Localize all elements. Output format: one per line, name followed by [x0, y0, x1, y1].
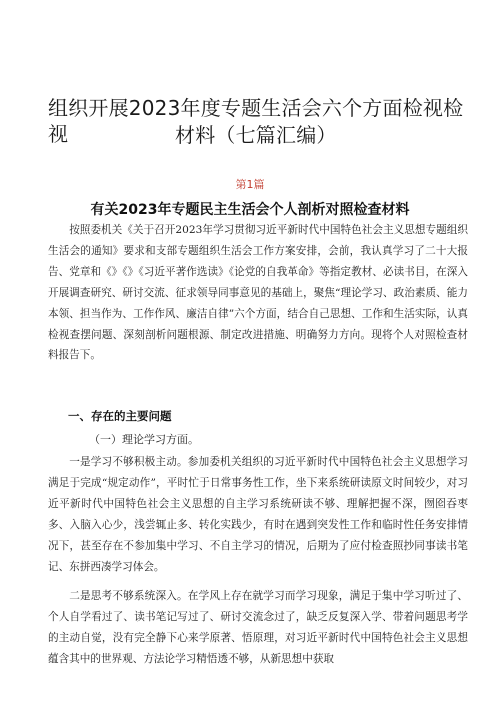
paragraph-point-two	[48, 586, 468, 670]
document-title-line2: 材料（七篇汇编）	[175, 123, 337, 147]
paragraph-intro	[48, 220, 468, 366]
paragraph-point-one	[48, 452, 468, 577]
paragraph-point-one-text: 一是学习不够积极主动。参加委机关组织的习近平新时代中国特色社会主义思想学习满足于完成“规定动作”，平时忙于日常事务性工作，坐下来系统研读原文时间较少，对习近平新时代中国特色社会主义思想的自主学习系统研读不够、理解把握不深，囫囵吞枣多、入脑入心少，浅尝辄止多、转化实践少，有时在遇到突发性工作和临时性任务安排情况下，甚至存在不参加集中学习、不自主学习的情况，后期为了应付检查照抄同事读书笔记、东拼西凑学习体会。	[48, 456, 468, 573]
section-subtitle: 有关2023年专题民主生活会个人剖析对照检查材料	[90, 202, 410, 218]
heading-main-problems: 一、存在的主要问题	[68, 409, 172, 423]
paragraph-point-two-text: 二是思考不够系统深入。在学风上存在就学习而学习现象，满足于集中学习听过了、个人自学看过了、读书笔记写过了、研讨交流念过了，缺乏反复深入学、带着问题思考学的主动自觉，没有完全静下心来学原著、悟原理，对习近平新时代中国特色社会主义思想蕴含其中的世界观、方法论学习精悟透不够，从新思想中获取	[48, 590, 468, 665]
document-title-line1: 组织开展2023年度专题生活会六个方面检视检视	[48, 96, 464, 146]
heading-theory-study: （一）理论学习方面。	[89, 433, 199, 446]
chapter-label: 第1篇	[235, 178, 265, 191]
paragraph-intro-text: 按照委机关《关于召开2023年学习贯彻习近平新时代中国特色社会主义思想专题组织生活会的通知》要求和支部专题组织生活会工作方案安排，会前，我认真学习了二十大报告、党章和《》《》《习近平著作选读》《论党的自我革命》等指定教材、必读书目，在深入开展调查研究、研讨交流、征求领导同事意见的基础上，聚焦“理论学习、政治素质、能力本领、担当作为、工作作风、廉洁自律”六个方面，结合自己思想、工作和生活实际，认真检视查摆问题、深刻剖析问题根源、制定改进措施、明确努力方向。现将个人对照检查材料报告下。	[48, 224, 468, 362]
